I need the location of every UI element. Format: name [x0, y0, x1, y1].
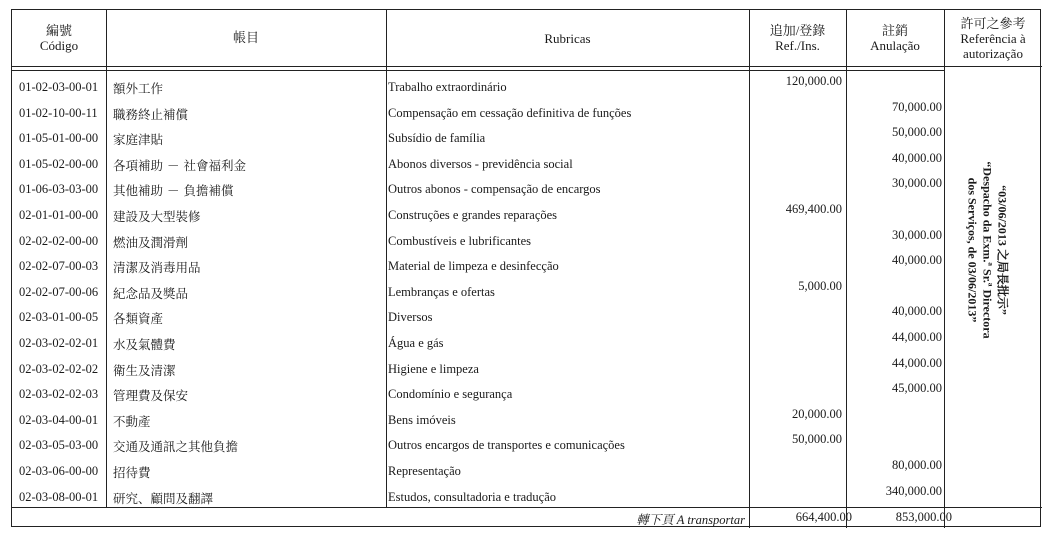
note-line-2: “Despacho da Exm.ª Sr.ª Directora: [980, 161, 995, 339]
table-row: [12, 304, 944, 330]
row-code: 01-02-03-00-01: [19, 80, 99, 94]
row-anu: 50,000.00: [892, 125, 942, 140]
row-ins: 20,000.00: [792, 406, 842, 421]
row-code: 02-01-01-00-00: [19, 208, 99, 222]
header-ref-pt2: autorização: [963, 45, 1023, 61]
table-row: [12, 151, 944, 177]
header-item-zh: 帳目: [232, 30, 259, 46]
row-rubric: Água e gás: [388, 336, 444, 350]
header-anu-zh: 註銷: [881, 23, 908, 38]
row-rubric: Combustíveis e lubrificantes: [388, 233, 532, 248]
row-item-zh: 建設及大型裝修: [113, 209, 201, 224]
row-item-zh: 家庭津貼: [113, 132, 164, 148]
header-anu-pt: Anulação: [870, 38, 920, 53]
table-row: [12, 356, 944, 382]
table-row: [12, 228, 944, 254]
row-anu: 45,000.00: [892, 381, 942, 396]
row-rubric: Condomínio e segurança: [388, 387, 513, 402]
header-ref-pt1: Referência à: [960, 30, 1026, 46]
row-anu: 44,000.00: [892, 330, 942, 344]
row-anu: 44,000.00: [892, 355, 942, 370]
header-ins-pt: Ref./Ins.: [775, 38, 820, 53]
row-rubric: Outros encargos de transportes e comunicações: [388, 438, 625, 453]
table-row: [12, 330, 944, 356]
row-code: 02-03-02-02-03: [19, 387, 99, 402]
header-ins: [749, 10, 846, 66]
table-row: [12, 484, 944, 510]
row-item-zh: 不動產: [113, 413, 151, 429]
header-item: [106, 10, 386, 66]
row-rubric: Estudos, consultadoria e tradução: [388, 489, 557, 504]
row-anu: 40,000.00: [892, 253, 942, 268]
row-rubric: Representação: [388, 464, 461, 478]
row-rubric: Abonos diversos - previdência social: [388, 156, 573, 171]
row-anu: 40,000.00: [892, 150, 942, 165]
row-code: 01-02-10-00-11: [19, 105, 98, 120]
row-code: 02-03-08-00-01: [19, 489, 99, 504]
row-item-zh: 研究、顧問及翻譯: [113, 490, 214, 506]
table-row: [12, 176, 944, 202]
row-code: 01-05-02-00-00: [19, 156, 99, 171]
row-item-zh: 紀念品及獎品: [113, 285, 189, 301]
table-row: [12, 381, 944, 407]
row-code: 02-03-01-00-05: [19, 310, 99, 325]
table-row: [12, 253, 944, 279]
row-anu: 30,000.00: [892, 227, 942, 242]
table-row: [12, 407, 944, 433]
row-anu: 340,000.00: [885, 483, 942, 498]
row-code: 02-03-02-02-01: [19, 336, 99, 350]
budget-table: [11, 9, 1041, 527]
header-code-zh: 編號: [45, 23, 72, 38]
row-code: 02-03-02-02-02: [19, 361, 99, 376]
table-row: [12, 432, 944, 458]
row-ins: 5,000.00: [798, 278, 842, 293]
row-anu: 40,000.00: [892, 304, 942, 319]
row-item-zh: 清潔及消毒用品: [113, 260, 201, 276]
col-divider: [944, 10, 945, 528]
row-rubric: Lembranças e ofertas: [388, 284, 495, 299]
row-anu: 30,000.00: [892, 176, 942, 191]
row-item-zh: 衛生及清潔: [113, 362, 176, 378]
row-anu: 70,000.00: [892, 99, 942, 114]
row-rubric: Bens imóveis: [388, 412, 456, 427]
row-code: 02-02-07-00-06: [19, 284, 99, 299]
footer-total-anu: 853,000.00: [895, 510, 952, 524]
header-ref: [944, 10, 1042, 66]
footer-total-ins: 664,400.00: [795, 510, 852, 524]
row-rubric: Construções e grandes reparações: [388, 208, 558, 222]
row-item-zh: 管理費及保安: [113, 388, 189, 404]
table-row: [12, 125, 944, 151]
note-line-1: “03/06/2013 之局長批示”: [995, 185, 1010, 315]
row-code: 01-05-01-00-00: [19, 131, 99, 146]
row-rubric: Trabalho extraordinário: [388, 80, 507, 94]
header-gap-line: [12, 70, 944, 71]
row-item-zh: 招待費: [113, 465, 151, 480]
row-item-zh: 燃油及潤滑劑: [113, 234, 189, 250]
table-row: [12, 279, 944, 305]
table-row: [12, 100, 944, 126]
header-rubric: [386, 10, 749, 66]
note-line-3: dos Serviços, de 03/06/2013”: [965, 177, 980, 323]
row-item-zh: 各類資產: [113, 311, 164, 327]
row-ins: 50,000.00: [792, 432, 842, 447]
header-ins-zh: 追加/登錄: [769, 23, 826, 38]
header-anu: [846, 10, 944, 66]
row-code: 02-03-04-00-01: [19, 412, 99, 427]
row-code: 02-03-06-00-00: [19, 464, 99, 478]
header-divider: [12, 66, 1042, 67]
row-rubric: Material de limpeza e desinfecção: [388, 259, 559, 274]
row-code: 02-02-02-00-00: [19, 233, 99, 248]
row-item-zh: 交通及通訊之其他負擔: [113, 439, 239, 455]
row-code: 02-03-05-03-00: [19, 438, 99, 453]
row-rubric: Compensação em cessação definitiva de funções: [388, 105, 632, 120]
table-row: [12, 458, 944, 484]
table-footer: [12, 507, 1042, 528]
header-code-pt: Código: [39, 38, 79, 53]
row-rubric: Diversos: [388, 310, 433, 325]
row-ins: 469,400.00: [785, 202, 842, 216]
row-ins: 120,000.00: [785, 74, 842, 88]
row-rubric: Subsídio de família: [388, 131, 486, 146]
row-item-zh: 水及氣體費: [113, 337, 176, 352]
row-code: 01-06-03-03-00: [19, 182, 99, 197]
authorization-note: [957, 161, 1017, 339]
row-rubric: Higiene e limpeza: [388, 361, 479, 376]
header-ref-zh: 許可之參考: [960, 15, 1026, 31]
row-anu: 80,000.00: [892, 458, 942, 472]
row-item-zh: 職務終止補償: [113, 106, 189, 122]
row-item-zh: 各項補助 － 社會福利金: [113, 157, 246, 173]
row-code: 02-02-07-00-03: [19, 259, 99, 274]
table-row: [12, 202, 944, 228]
row-item-zh: 其他補助 － 負擔補償: [113, 183, 234, 199]
row-rubric: Outros abonos - compensação de encargos: [388, 182, 601, 197]
header-code: [12, 10, 106, 66]
header-rubric-pt: Rubricas: [544, 30, 591, 46]
footer-label: 轉下頁 A transportar: [636, 513, 745, 527]
table-row: [12, 74, 944, 100]
row-item-zh: 額外工作: [113, 81, 164, 96]
